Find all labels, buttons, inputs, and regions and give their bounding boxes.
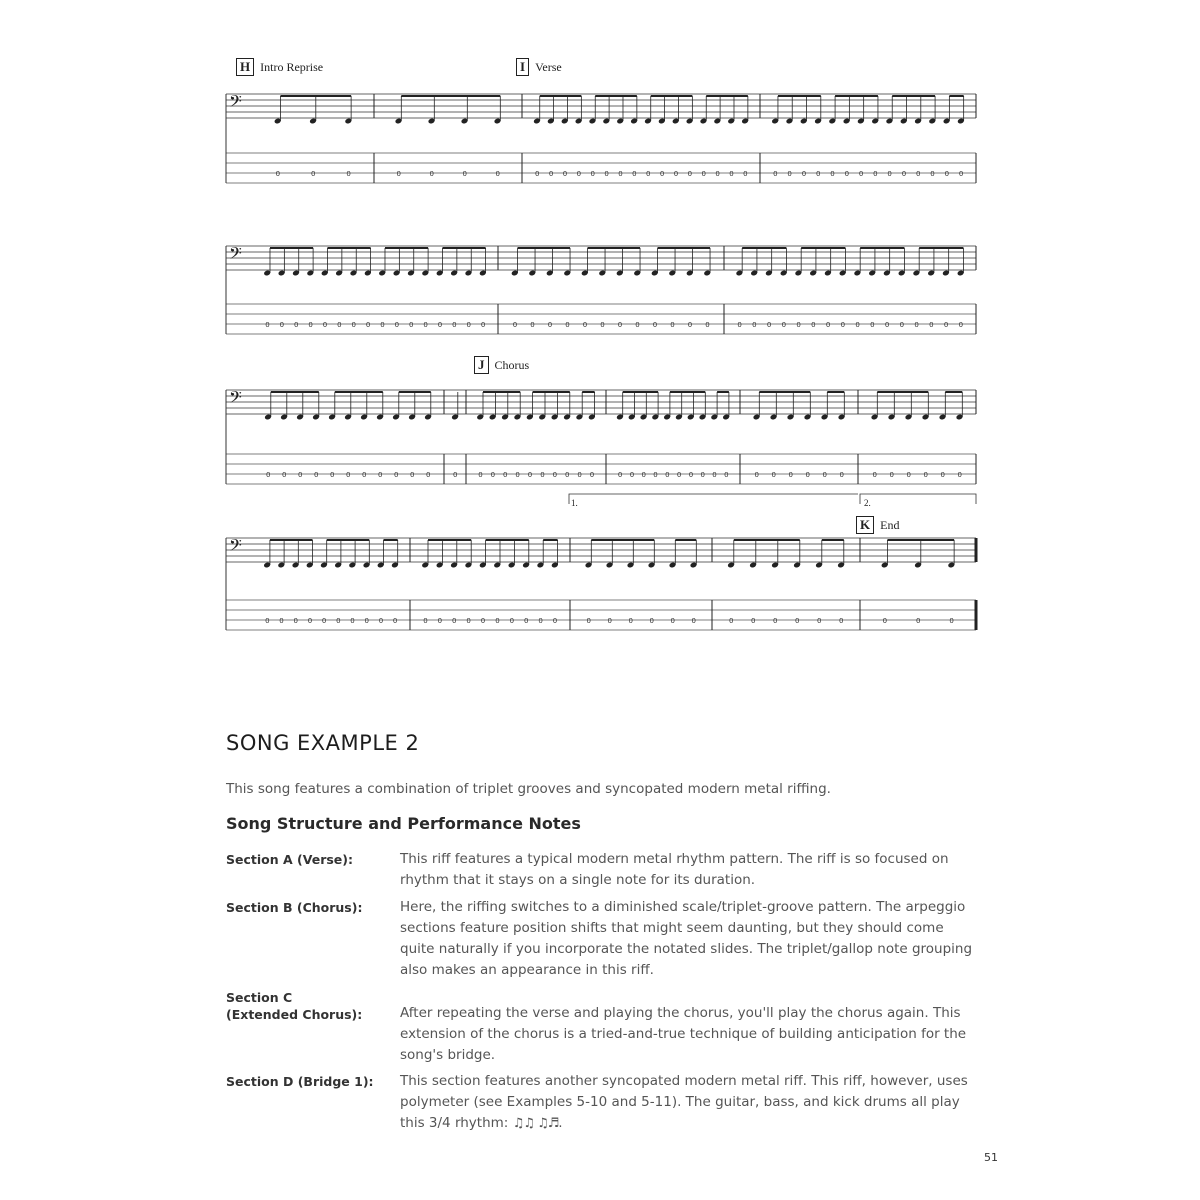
tab-number: 0: [527, 471, 533, 479]
tab-number: 0: [754, 471, 759, 479]
tab-number: 0: [811, 321, 816, 329]
tab-number: 0: [943, 321, 949, 329]
tab-number: 0: [617, 471, 623, 479]
tab-number: 0: [889, 471, 894, 479]
tab-number: 0: [858, 170, 864, 178]
tab-number: 0: [265, 321, 270, 329]
tab-number: 0: [394, 321, 400, 329]
tab-number: 0: [394, 471, 399, 479]
tab-number: 0: [649, 617, 654, 625]
tab-number: 0: [452, 617, 457, 625]
tab-number: 0: [547, 321, 553, 329]
note-text: Here, the riffing switches to a diminished scale/triplet-groove pattern. The arpeggio sections feature position shifts that might seem daunting, but they should come quite naturally if you incorporate the notated slides. The triplet/gallop note grouping also makes an appearance in this riff.: [400, 899, 973, 978]
tab-number: 0: [392, 617, 398, 625]
tab-number: 0: [275, 170, 281, 178]
tab-number: 0: [665, 471, 670, 479]
tab-number: 0: [766, 321, 772, 329]
tab-number: 0: [480, 617, 486, 625]
tab-number: 0: [530, 321, 535, 329]
tab-number: 0: [724, 471, 729, 479]
tab-number: 0: [565, 321, 570, 329]
tab-number: 0: [691, 617, 696, 625]
tab-number: 0: [653, 471, 658, 479]
tab-number: 0: [944, 170, 950, 178]
tab-number: 0: [729, 617, 734, 625]
tab-number: 0: [652, 321, 658, 329]
notation-system-1: [226, 56, 976, 191]
note-text: This riff features a typical modern metal rhythm pattern. The riff is so focused on rhythm that it stays on a single note for its duration.: [400, 851, 949, 888]
tab-number: 0: [408, 321, 414, 329]
tab-number: 0: [715, 170, 720, 178]
tab-number: 0: [423, 321, 428, 329]
tab-number: 0: [322, 321, 328, 329]
tab-number: 0: [495, 170, 500, 178]
tab-number: 0: [565, 471, 570, 479]
section-letter: K: [856, 516, 874, 534]
tab-number: 0: [801, 170, 807, 178]
tab-number: 0: [437, 321, 443, 329]
tab-number: 0: [916, 617, 921, 625]
section-label: Intro Reprise: [260, 59, 324, 74]
tab-number: 0: [629, 471, 635, 479]
tab-number: 0: [701, 170, 706, 178]
tab-number: 0: [308, 321, 313, 329]
tab-number: 0: [540, 471, 545, 479]
section-letter: J: [474, 356, 489, 374]
tab-number: 0: [773, 617, 778, 625]
tab-number: 0: [901, 170, 907, 178]
tab-number: 0: [577, 471, 582, 479]
tab-number: 0: [423, 617, 428, 625]
tab-number: 0: [351, 321, 356, 329]
tab-number: 0: [515, 471, 520, 479]
tab-number: 0: [825, 321, 831, 329]
tab-number: 0: [562, 170, 568, 178]
section-label: Verse: [535, 59, 562, 74]
tab-number: 0: [279, 321, 285, 329]
tab-number: 0: [641, 471, 646, 479]
tab-number: 0: [512, 321, 518, 329]
tab-number: 0: [410, 471, 415, 479]
tab-number: 0: [311, 170, 316, 178]
tab-number: 0: [670, 617, 675, 625]
staff-and-tab: [226, 230, 976, 340]
tab-number: 0: [729, 170, 734, 178]
first-ending-label: 1.: [571, 498, 578, 508]
note-text: [400, 1071, 978, 1134]
note-text: After repeating the verse and playing the chorus, you'll play the chorus again. This extension of the chorus is a tried-and-true technique of building anticipation for the song's bridge.: [400, 1005, 967, 1063]
tab-number: 0: [899, 321, 905, 329]
tab-number: 0: [298, 471, 303, 479]
tab-number: 0: [429, 170, 434, 178]
note-label: Section B (Chorus):: [226, 900, 363, 915]
tab-number: 0: [548, 170, 554, 178]
bass-clef-icon: 𝄢: [229, 91, 242, 115]
tab-number: 0: [480, 321, 486, 329]
tab-number: 0: [884, 321, 890, 329]
tab-number: 0: [817, 617, 822, 625]
tab-number: 0: [378, 617, 384, 625]
tab-number: 0: [830, 170, 835, 178]
note-label: Section A (Verse):: [226, 852, 353, 867]
tab-number: 0: [795, 617, 800, 625]
notation-system-4: [226, 512, 976, 642]
tab-number: 0: [604, 170, 609, 178]
tab-number: 0: [839, 471, 844, 479]
tab-number: 0: [958, 170, 964, 178]
tab-number: 0: [773, 170, 778, 178]
tab-number: 0: [635, 321, 640, 329]
section-label: End: [880, 517, 900, 532]
tab-number: 0: [949, 617, 954, 625]
tab-number: 0: [607, 617, 612, 625]
staff-and-tab: [226, 512, 976, 642]
section-letter: H: [236, 58, 254, 76]
tab-number: 0: [632, 170, 637, 178]
tab-number: 0: [906, 471, 911, 479]
tab-number: 0: [887, 170, 892, 178]
tab-number: 0: [495, 617, 500, 625]
tab-number: 0: [314, 471, 319, 479]
note-label: Section D (Bridge 1):: [226, 1074, 374, 1089]
tab-number: 0: [538, 617, 543, 625]
tab-number: 0: [330, 471, 335, 479]
note-text-body: This section features another syncopated modern metal riff. This riff, however, uses polymeter (see Examples 5-10 and 5-11). The guitar, bass, and kick drums all play this 3/4 rhythm:: [400, 1073, 968, 1131]
song-title: SONG EXAMPLE 2: [226, 731, 420, 755]
tab-number: 0: [645, 170, 651, 178]
tab-number: 0: [336, 617, 341, 625]
tab-number: 0: [307, 617, 313, 625]
notation-system-2: [226, 230, 976, 340]
tab-number: 0: [688, 471, 694, 479]
second-ending-label: 2.: [864, 498, 871, 508]
tab-number: 0: [590, 170, 595, 178]
tab-number: 0: [552, 471, 558, 479]
bass-clef-icon: 𝄢: [229, 243, 242, 267]
tab-number: 0: [751, 617, 756, 625]
tab-number: 0: [676, 471, 682, 479]
page-number: 51: [984, 1151, 998, 1164]
tab-number: 0: [840, 321, 846, 329]
tab-number: 0: [870, 321, 875, 329]
tab-number: 0: [628, 617, 633, 625]
staff-and-tab: [226, 352, 976, 512]
tab-number: 0: [659, 170, 665, 178]
tab-number: 0: [452, 321, 457, 329]
section-subheading: Song Structure and Performance Notes: [226, 814, 581, 833]
tab-number: 0: [293, 617, 298, 625]
section-letter: I: [516, 58, 529, 76]
tab-number: 0: [855, 321, 860, 329]
tab-number: 0: [364, 617, 369, 625]
tab-number: 0: [346, 471, 351, 479]
tab-number: 0: [337, 321, 342, 329]
tab-number: 0: [426, 471, 431, 479]
tab-number: 0: [882, 617, 888, 625]
tab-number: 0: [916, 170, 921, 178]
tab-number: 0: [586, 617, 591, 625]
rhythm-notation-icon: ♫♫ ♫♬.: [512, 1116, 562, 1131]
tab-number: 0: [279, 617, 284, 625]
section-label: Chorus: [494, 357, 530, 372]
tab-number: 0: [346, 170, 351, 178]
tab-number: 0: [743, 170, 748, 178]
tab-number: 0: [958, 321, 964, 329]
tab-number: 0: [490, 471, 496, 479]
tab-number: 0: [265, 617, 270, 625]
tab-number: 0: [705, 321, 710, 329]
tab-number: 0: [350, 617, 355, 625]
tab-number: 0: [321, 617, 327, 625]
tab-number: 0: [552, 617, 558, 625]
tab-number: 0: [940, 471, 945, 479]
second-ending-bracket: [860, 494, 976, 504]
first-ending-bracket: [569, 494, 858, 504]
bass-clef-icon: 𝄢: [229, 535, 242, 559]
tab-number: 0: [282, 471, 287, 479]
tab-number: 0: [365, 321, 371, 329]
tab-number: 0: [839, 617, 844, 625]
tab-number: 0: [670, 321, 675, 329]
tab-number: 0: [618, 170, 623, 178]
tab-number: 0: [589, 471, 595, 479]
tab-number: 0: [844, 170, 850, 178]
tab-number: 0: [872, 471, 877, 479]
tab-number: 0: [957, 471, 962, 479]
tab-number: 0: [478, 471, 483, 479]
tab-number: 0: [687, 321, 693, 329]
tab-number: 0: [673, 170, 679, 178]
tab-number: 0: [752, 321, 757, 329]
tab-number: 0: [509, 617, 515, 625]
tab-number: 0: [805, 471, 810, 479]
tab-number: 0: [437, 617, 443, 625]
tab-number: 0: [914, 321, 919, 329]
tab-number: 0: [617, 321, 623, 329]
tab-number: 0: [600, 321, 605, 329]
tab-number: 0: [700, 471, 705, 479]
note-label: Section C (Extended Chorus):: [226, 990, 363, 1022]
tab-number: 0: [534, 170, 540, 178]
tab-number: 0: [923, 471, 928, 479]
staff-and-tab: [226, 56, 976, 191]
tab-number: 0: [787, 170, 792, 178]
tab-number: 0: [873, 170, 878, 178]
tab-number: 0: [378, 471, 383, 479]
tab-number: 0: [380, 321, 385, 329]
tab-number: 0: [466, 617, 471, 625]
tab-number: 0: [266, 471, 271, 479]
tab-number: 0: [576, 170, 582, 178]
tab-number: 0: [524, 617, 529, 625]
tab-number: 0: [396, 170, 401, 178]
tab-number: 0: [771, 471, 776, 479]
tab-number: 0: [737, 321, 742, 329]
tab-number: 0: [796, 321, 801, 329]
tab-number: 0: [781, 321, 787, 329]
tab-number: 0: [462, 170, 467, 178]
tab-number: 0: [930, 170, 935, 178]
tab-number: 0: [712, 471, 717, 479]
tab-number: 0: [582, 321, 588, 329]
intro-paragraph: This song features a combination of triplet grooves and syncopated modern metal riffing.: [226, 781, 831, 797]
bass-clef-icon: 𝄢: [229, 387, 242, 411]
tab-number: 0: [503, 471, 508, 479]
notation-system-3: [226, 352, 976, 512]
tab-number: 0: [816, 170, 821, 178]
tab-number: 0: [362, 471, 367, 479]
tab-number: 0: [788, 471, 793, 479]
tab-number: 0: [822, 471, 827, 479]
tab-number: 0: [466, 321, 471, 329]
tab-number: 0: [453, 471, 458, 479]
tab-number: 0: [687, 170, 693, 178]
tab-number: 0: [929, 321, 934, 329]
tab-number: 0: [293, 321, 299, 329]
